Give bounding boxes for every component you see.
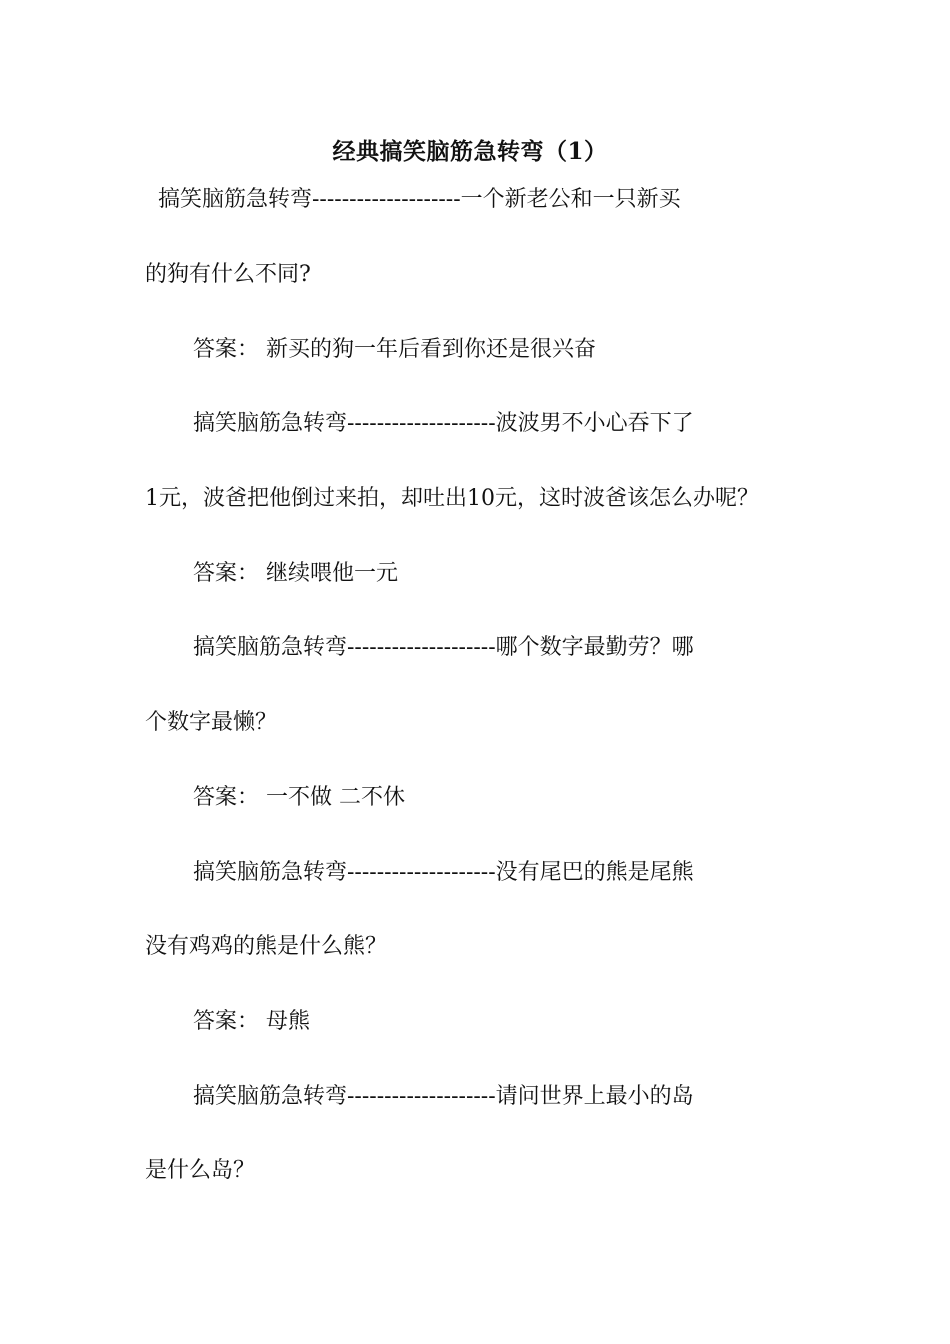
riddle-3-question-line-1: 搞笑脑筋急转弯--------------------哪个数字最勤劳？哪 (193, 635, 694, 660)
riddle-2-answer: 答案： 继续喂他一元 (193, 561, 398, 586)
riddle-1-answer: 答案： 新买的狗一年后看到你还是很兴奋 (193, 337, 596, 362)
riddle-2-question-line-1: 搞笑脑筋急转弯--------------------波波男不小心吞下了 (193, 411, 694, 436)
riddle-1-question-line-2: 的狗有什么不同? (145, 262, 311, 287)
riddle-3-answer: 答案： 一不做 二不休 (193, 785, 405, 810)
riddle-4-question-line-2: 没有鸡鸡的熊是什么熊？ (145, 934, 388, 959)
riddle-5-question-line-2: 是什么岛？ (145, 1158, 256, 1183)
document-title: 经典搞笑脑筋急转弯（1） (332, 138, 608, 165)
riddle-3-question-line-2: 个数字最懒？ (145, 710, 278, 735)
riddle-2-question-line-2: 1元，波爸把他倒过来拍，却吐出10元，这时波爸该怎么办呢？ (145, 486, 759, 511)
riddle-4-answer: 答案： 母熊 (193, 1009, 310, 1034)
riddle-1-question-line-1: 搞笑脑筋急转弯--------------------一个新老公和一只新买 (158, 187, 681, 212)
riddle-4-question-line-1: 搞笑脑筋急转弯--------------------没有尾巴的熊是尾熊 (193, 860, 694, 885)
riddle-5-question-line-1: 搞笑脑筋急转弯--------------------请问世界上最小的岛 (193, 1084, 694, 1109)
